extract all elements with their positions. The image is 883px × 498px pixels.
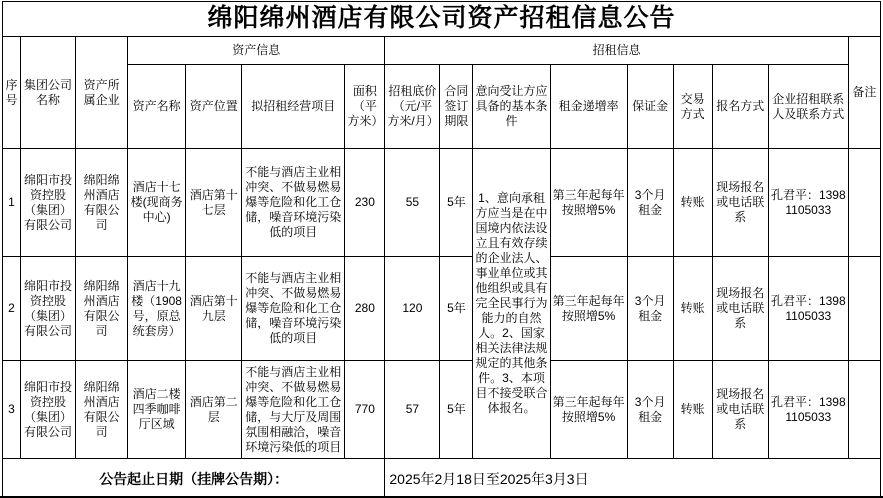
- cell-transferee-conditions: 1、意向承租方应当是在中国境内依法设立且有效存续的企业法人、事业单位或其他组织或具有完全民事行为能力的自然人。2、国家相关法律法规规定的其他条件。3、本项目不接受联合体报名。: [473, 149, 550, 459]
- header-asset-location: 资产位置: [186, 65, 242, 149]
- cell-contact: 孔君平：13981105033: [768, 361, 848, 459]
- cell-remark: [848, 361, 880, 459]
- cell-contract-term: 5年: [440, 149, 473, 257]
- cell-area: 280: [345, 257, 385, 361]
- page-title: 绵阳绵州酒店有限公司资产招租信息公告: [3, 2, 881, 37]
- cell-registration-method: 现场报名或电话联系: [712, 361, 768, 459]
- cell-asset-location: 酒店第十七层: [186, 149, 242, 257]
- title-row: [3, 2, 881, 37]
- cell-planned-projects: 不能与酒店主业相冲突、不做易燃易爆等危险和化工仓储，噪音环境污染低的项目: [242, 257, 345, 361]
- cell-contract-term: 5年: [440, 361, 473, 459]
- cell-owner-enterprise: 绵阳绵州酒店有限公司: [76, 149, 128, 257]
- cell-rent-increase: 第三年起每年按照增5%: [550, 361, 627, 459]
- cell-contact: 孔君平：13981105033: [768, 149, 848, 257]
- cell-remark: [848, 257, 880, 361]
- cell-registration-method: 现场报名或电话联系: [712, 149, 768, 257]
- table-row: [3, 361, 881, 459]
- header-owner-enterprise: 资产所属企业: [76, 37, 128, 149]
- cell-deposit: 3个月租金: [627, 149, 673, 257]
- cell-asset-name: 酒店十九楼（1908号，原总统套房）: [128, 257, 186, 361]
- cell-asset-location: 酒店第二层: [186, 361, 242, 459]
- cell-planned-projects: 不能与酒店主业相冲突、不做易燃易爆等危险和化工仓储，噪音环境污染低的项目: [242, 149, 345, 257]
- announcement-table: [2, 1, 881, 498]
- header-base-price: 招租底价（元/平方米/月）: [385, 65, 440, 149]
- header-remark: 备注: [848, 37, 880, 149]
- group-header-asset-info: 资产信息: [128, 37, 385, 65]
- header-area: 面积（平方米）: [345, 65, 385, 149]
- header-registration-method: 报名方式: [712, 65, 768, 149]
- cell-rent-increase: 第三年起每年按照增5%: [550, 149, 627, 257]
- cell-contact: 孔君平：13981105033: [768, 257, 848, 361]
- header-contact: 企业招租联系人及联系方式: [768, 65, 848, 149]
- table-row: [3, 257, 881, 361]
- header-planned-projects: 拟招租经营项目: [242, 65, 345, 149]
- announcement-period-value: 2025年2月18日至2025年3月3日: [385, 459, 881, 498]
- cell-group-company: 绵阳市投资控股（集团）有限公司: [21, 257, 76, 361]
- cell-owner-enterprise: 绵阳绵州酒店有限公司: [76, 361, 128, 459]
- cell-seq: 2: [3, 257, 21, 361]
- cell-asset-name: 酒店十七楼(现商务中心): [128, 149, 186, 257]
- cell-contract-term: 5年: [440, 257, 473, 361]
- cell-remark: [848, 149, 880, 257]
- group-header-row: [3, 37, 881, 65]
- header-asset-name: 资产名称: [128, 65, 186, 149]
- cell-owner-enterprise: 绵阳绵州酒店有限公司: [76, 257, 128, 361]
- cell-planned-projects: 不能与酒店主业相冲突、不做易燃易爆等危险和化工仓储，与大厅及周围氛围相融洽，噪音环境污染低的项目: [242, 361, 345, 459]
- cell-base-price: 55: [385, 149, 440, 257]
- cell-asset-name: 酒店二楼四季咖啡厅区域: [128, 361, 186, 459]
- group-header-lease-info: 招租信息: [385, 37, 848, 65]
- cell-rent-increase: 第三年起每年按照增5%: [550, 257, 627, 361]
- table-row: [3, 149, 881, 257]
- header-seq: 序号: [3, 37, 21, 149]
- column-header-row: [3, 65, 881, 149]
- cell-registration-method: 现场报名或电话联系: [712, 257, 768, 361]
- cell-deposit: 3个月租金: [627, 361, 673, 459]
- cell-base-price: 120: [385, 257, 440, 361]
- cell-group-company: 绵阳市投资控股（集团）有限公司: [21, 149, 76, 257]
- footer-row: [3, 459, 881, 498]
- cell-group-company: 绵阳市投资控股（集团）有限公司: [21, 361, 76, 459]
- cell-asset-location: 酒店第十九层: [186, 257, 242, 361]
- announcement-period-label: 公告起止日期（挂牌公告期）：: [3, 459, 385, 498]
- cell-base-price: 57: [385, 361, 440, 459]
- cell-area: 230: [345, 149, 385, 257]
- cell-seq: 3: [3, 361, 21, 459]
- header-group-company: 集团公司名称: [21, 37, 76, 149]
- header-transaction-method: 交易方式: [673, 65, 712, 149]
- cell-seq: 1: [3, 149, 21, 257]
- cell-transaction-method: 转账: [673, 361, 712, 459]
- header-contract-term: 合同签订期限: [440, 65, 473, 149]
- header-rent-increase: 租金递增率: [550, 65, 627, 149]
- cell-deposit: 3个月租金: [627, 257, 673, 361]
- cell-area: 770: [345, 361, 385, 459]
- header-transferee-conditions: 意向受让方应具备的基本条件: [473, 65, 550, 149]
- header-deposit: 保证金: [627, 65, 673, 149]
- cell-transaction-method: 转账: [673, 149, 712, 257]
- cell-transaction-method: 转账: [673, 257, 712, 361]
